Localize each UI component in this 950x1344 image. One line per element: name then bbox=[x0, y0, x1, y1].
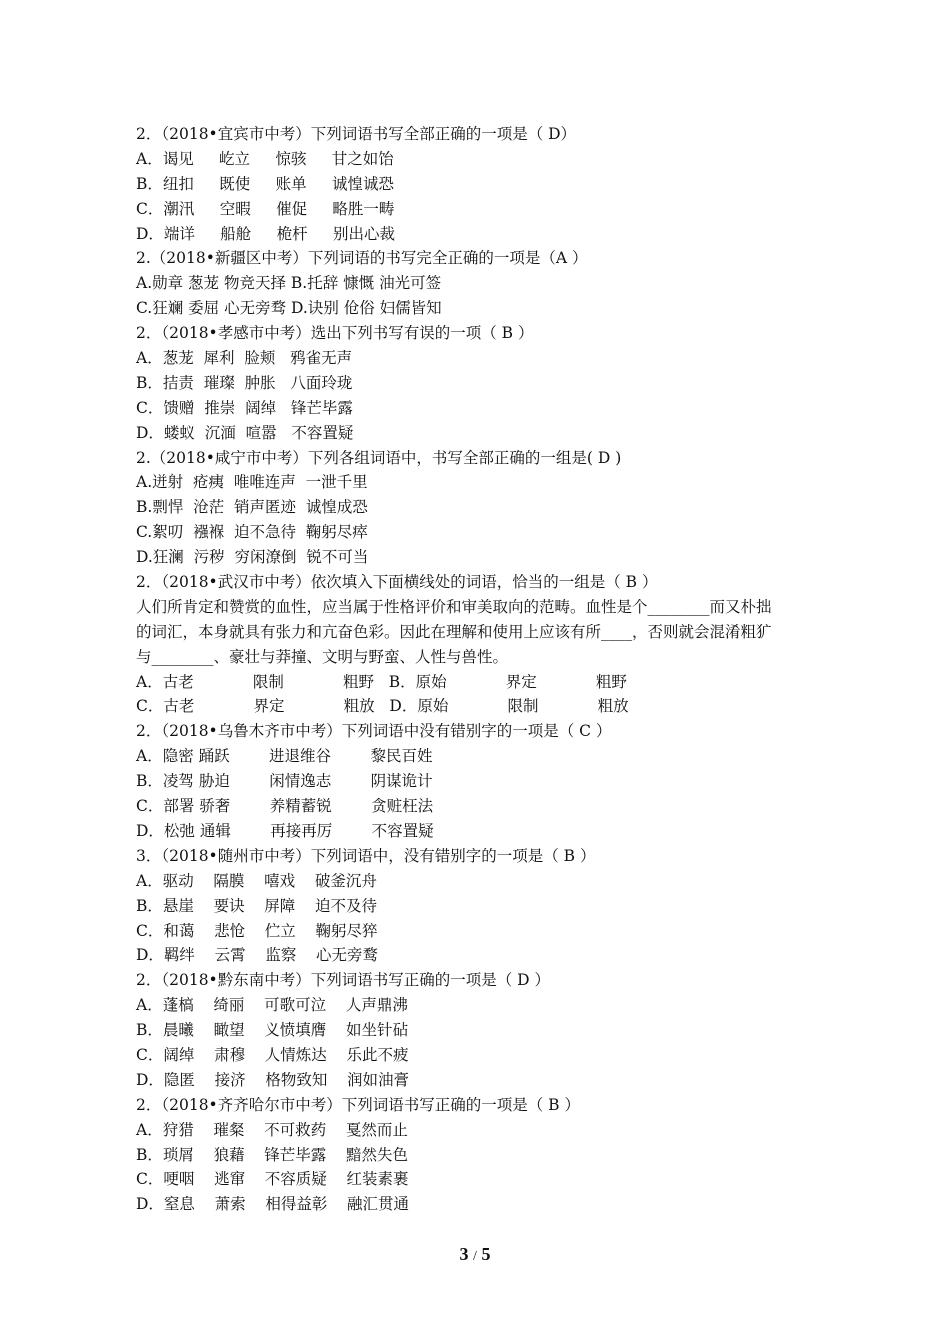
text-line: B.剽悍 沧茫 销声匿迹 诚惶成恐 bbox=[136, 498, 368, 517]
text-line: A.迸射 疮痍 唯唯连声 一泄千里 bbox=[136, 473, 368, 492]
text-line: D.狂澜 污秽 穷闲潦倒 锐不可当 bbox=[136, 548, 369, 567]
text-line: A.勋章 葱茏 物竞天择 B.托辞 慷慨 油光可签 bbox=[136, 274, 442, 293]
text-line: C．潮汛 空暇 催促 略胜一畴 bbox=[136, 199, 395, 218]
page-separator: / bbox=[473, 1249, 477, 1264]
page-total: 5 bbox=[481, 1244, 491, 1264]
text-line: 3．（2018•随州市中考）下列词语中，没有错别字的一项是（ B ） bbox=[136, 846, 596, 865]
text-line: 2.（2018•新疆区中考）下列词语的书写完全正确的一项是（A ） bbox=[136, 249, 588, 268]
text-line: C．部署 骄奢 养精蓄锐 贪赃枉法 bbox=[136, 797, 434, 816]
text-line: B．晨曦 瞰望 义愤填膺 如坐针砧 bbox=[136, 1021, 409, 1040]
text-line: A．狩猎 璀粲 不可救药 戛然而止 bbox=[136, 1120, 408, 1139]
text-line: D．隐匿 接济 格物致知 润如油膏 bbox=[136, 1070, 410, 1089]
text-line: B．悬崖 要诀 屏障 迫不及待 bbox=[136, 896, 378, 915]
text-line: D．蝼蚁 沉湎 喧嚣 不容置疑 bbox=[136, 423, 354, 442]
text-line: D．端详 船舱 桅杆 别出心裁 bbox=[136, 224, 395, 243]
page-number bbox=[0, 1244, 950, 1265]
text-line: A．古老 限制 粗野 B．原始 界定 粗野 bbox=[136, 672, 627, 691]
text-line: C．馈赠 推崇 阔绰 锋芒毕露 bbox=[136, 398, 353, 417]
text-line: A．隐密 踊跃 进退维谷 黎民百姓 bbox=[136, 747, 433, 766]
text-line: 2．（2018•宜宾市中考）下列词语书写全部正确的一项是（ D） bbox=[136, 125, 577, 143]
page-content bbox=[136, 122, 836, 1217]
text-line: 2.（2018•咸宁市中考）下列各组词语中，书写全部正确的一组是( D ) bbox=[136, 448, 622, 467]
text-line: 2．（2018•孝感市中考）选出下列书写有误的一项（ B ） bbox=[136, 324, 534, 343]
text-line: A．谒见 屹立 惊骇 甘之如饴 bbox=[136, 149, 394, 168]
text-line: A．葱茏 犀利 脸颊 鸦雀无声 bbox=[136, 349, 353, 368]
text-line: D．松弛 通辑 再接再厉 不容置疑 bbox=[136, 821, 434, 840]
text-line: 2．（2018•武汉市中考）依次填入下面横线处的词语，恰当的一组是（ B ） bbox=[136, 573, 658, 592]
text-line: 与________、豪壮与莽撞、文明与野蛮、人性与兽性。 bbox=[136, 647, 509, 666]
text-line: A．蓬槁 绮丽 可歌可泣 人声鼎沸 bbox=[136, 996, 408, 1015]
text-line: 2．（2018•黔东南中考）下列词语书写正确的一项是（ D ） bbox=[136, 971, 550, 990]
text-line: B．琐屑 狼藉 锋芒毕露 黯然失色 bbox=[136, 1145, 409, 1164]
page-current: 3 bbox=[459, 1244, 469, 1264]
text-line: C.絮叨 襁褓 迫不急待 鞠躬尽瘁 bbox=[136, 523, 368, 542]
text-line: C．和蔼 悲怆 伫立 鞠躬尽猝 bbox=[136, 921, 378, 940]
text-line: C.狂斓 委屈 心无旁骛 D.诀别 伧俗 妇儒皆知 bbox=[136, 299, 442, 318]
text-line: B．纽扣 既使 账单 诚惶诚恐 bbox=[136, 174, 394, 193]
text-line: C．古老 界定 粗放 D．原始 限制 粗放 bbox=[136, 697, 629, 716]
text-line: 2．（2018•齐齐哈尔市中考）下列词语书写正确的一项是（ B ） bbox=[136, 1095, 580, 1114]
text-line: C．哽咽 逃窜 不容质疑 红装素裹 bbox=[136, 1170, 409, 1189]
text-line: D．羁绊 云霄 监察 心无旁鹜 bbox=[136, 946, 379, 965]
text-line: B．拮责 璀璨 肿胀 八面玲珑 bbox=[136, 373, 353, 392]
text-line: A．驱动 隔膜 嘻戏 破釜沉舟 bbox=[136, 871, 377, 890]
text-line: C．阔绰 肃穆 人情炼达 乐此不疲 bbox=[136, 1045, 409, 1064]
text-line: 2．（2018•乌鲁木齐市中考）下列词语中没有错别字的一项是（ C ） bbox=[136, 722, 612, 741]
text-line: 人们所肯定和赞赏的血性，应当属于性格评价和审美取向的范畴。血性是个________而又朴拙 bbox=[136, 597, 772, 616]
text-line: D．窒息 萧索 相得益彰 融汇贯通 bbox=[136, 1195, 410, 1214]
text-line: B．凌驾 胁迫 闲情逸志 阴谋诡计 bbox=[136, 772, 433, 791]
text-line: 的词汇，本身就具有张力和亢奋色彩。因此在理解和使用上应该有所____，否则就会混淆粗犷 bbox=[136, 622, 772, 641]
